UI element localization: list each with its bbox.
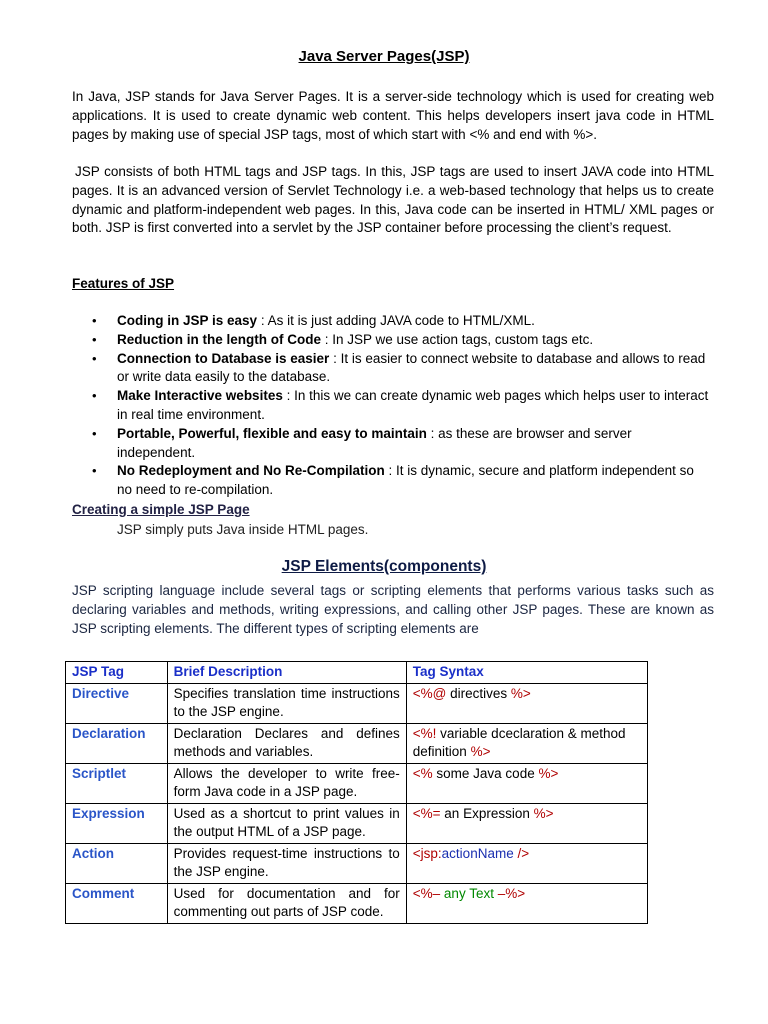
table-row [66,843,648,883]
syntax-body: directives [446,685,511,701]
create-page-text: JSP simply puts Java inside HTML pages. [117,522,369,537]
syntax-close: %> [538,765,559,781]
intro-paragraph: In Java, JSP stands for Java Server Pages. It is a server-side technology which is used for creating web applications. It is used to create dynamic web content. This helps developers insert java code in HTML pages by making use of special JSP tags, most of which start with <% and end with %>. [72,89,714,142]
table-row [66,723,648,763]
feature-desc: : It is easier to connect website to database and allows to read or write data easily to the database. [117,350,706,385]
elements-heading: JSP Elements(components) [281,558,487,575]
syntax-open: <%= [412,805,441,821]
feature-desc: : As it is just adding JAVA code to HTML/XML. [257,313,535,328]
jsp-description-paragraph: JSP consists of both HTML tags and JSP tags. In this, JSP tags are used to insert JAVA code into HTML pages. It is an advanced version of Servlet Technology i.e. a web-based technology that helps us to create dynamic and platform-independent web pages. In this, Java code can be inserted in HTML/ XML pages or both. JSP is first converted into a servlet by the JSP container before processing the client’s request. [72,164,714,236]
table-row [66,683,648,723]
syntax-body: variable dceclaration & method definition [412,725,626,759]
bullet-icon: • [92,313,97,328]
list-item [72,331,712,350]
list-item [72,425,712,463]
row-syntax [406,683,647,723]
syntax-open: <%– [412,885,441,901]
row-syntax [406,803,647,843]
feature-term: Portable, Powerful, flexible and easy to maintain [117,425,427,441]
row-tag: Expression [66,803,168,843]
row-syntax [406,763,647,803]
feature-desc: : It is dynamic, secure and platform independent so no need to re-compilation. [117,463,694,498]
row-description: Used for documentation and for commenting out parts of JSP code. [167,883,406,923]
table-row [66,803,648,843]
syntax-open: <%! [412,725,437,741]
row-syntax [406,883,647,923]
header-brief-description: Brief Description [167,662,406,684]
row-description: Used as a shortcut to print values in the output HTML of a JSP page. [167,803,406,843]
bullet-icon: • [92,331,97,347]
create-page-heading: Creating a simple JSP Page [72,502,250,517]
syntax-close: %> [510,685,531,701]
feature-term: Coding in JSP is easy [117,313,258,328]
syntax-close: %> [533,805,554,821]
feature-desc: : In this we can create dynamic web pages which helps user to interact in real time environment. [117,388,709,422]
page-title: Java Server Pages(JSP) [298,48,470,65]
row-description: Declaration Declares and defines methods and variables. [167,723,406,763]
feature-term: Reduction in the length of Code [117,331,321,347]
list-item [72,350,712,388]
jsp-elements-table [65,661,648,924]
list-item [72,387,712,425]
list-item [72,312,712,331]
syntax-close: /> [513,845,530,861]
row-description: Provides request-time instructions to the JSP engine. [167,843,406,883]
features-list [72,312,712,500]
list-item [72,462,712,500]
feature-term: Connection to Database is easier [117,350,330,366]
row-description: Specifies translation time instructions to the JSP engine. [167,683,406,723]
row-tag: Declaration [66,723,168,763]
table-header-row [66,662,648,684]
syntax-open: <%@ [412,685,447,701]
elements-paragraph: JSP scripting language include several tags or scripting elements that performs various tasks such as declaring variables and methods, writing expressions, and calling other JSP pages. These are known as JSP scripting elements. The different types of scripting elements are [72,583,714,636]
row-tag: Directive [66,683,168,723]
syntax-body: an Expression [440,805,534,821]
row-syntax [406,723,647,763]
syntax-open: <% [412,765,433,781]
feature-term: Make Interactive websites [117,388,283,404]
row-syntax [406,843,647,883]
syntax-close: %> [470,744,491,759]
row-tag: Scriptlet [66,763,168,803]
row-tag: Action [66,843,168,883]
bullet-icon: • [92,388,97,404]
feature-desc: : as these are browser and server independent. [117,425,632,460]
bullet-icon: • [92,463,97,479]
header-tag-syntax: Tag Syntax [406,662,647,684]
syntax-open: <jsp: [412,845,442,861]
table-row [66,883,648,923]
table-row [66,763,648,803]
syntax-close: –%> [497,885,526,901]
syntax-body: some Java code [432,765,539,781]
bullet-icon: • [92,350,97,366]
syntax-body: actionName [441,845,514,861]
row-tag: Comment [66,883,168,923]
bullet-icon: • [92,425,97,441]
header-jsp-tag: JSP Tag [66,662,168,684]
feature-term: No Redeployment and No Re-Compilation [117,463,385,479]
feature-desc: : In JSP we use action tags, custom tags etc. [320,331,594,347]
syntax-body: any Text [440,885,498,901]
features-heading: Features of JSP [72,276,175,291]
row-description: Allows the developer to write free-form Java code in a JSP page. [167,763,406,803]
